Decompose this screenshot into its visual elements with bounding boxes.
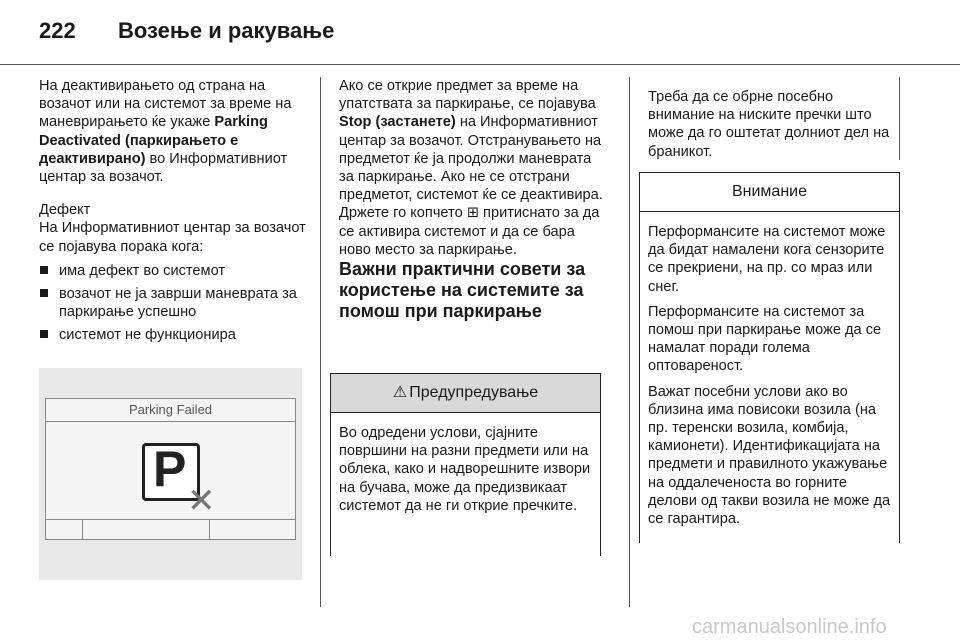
page-title: Возење и ракување <box>118 18 335 43</box>
warning-header <box>331 374 600 413</box>
column-divider <box>320 77 321 607</box>
parking-icon <box>142 441 216 520</box>
warning-body: Во одредени услови, сјајните површини на разни предмети или на облека, како и надворешните извори на бучава, може да предизвикаат системот да не ги открие пречките. <box>339 425 591 514</box>
screen-title: Parking Failed <box>46 399 295 422</box>
low-obstacles-paragraph: Треба да се обрне посебно внимание на ниските пречки што може да го оштетат долниот дел на браникот. <box>648 89 890 160</box>
caution-box <box>639 172 900 543</box>
defect-intro: На Информативниот центар за возачот се појавува порака кога: <box>39 220 306 255</box>
column-divider <box>629 77 630 607</box>
column-left <box>39 77 311 350</box>
cross-icon: ✕ <box>187 482 216 520</box>
warning-icon: ⚠ <box>392 384 408 401</box>
deactivation-paragraph: На деактивирањето од страна на возачот или на системот за време на маневрирањето ќе укаже Parking Deactivated (паркирањето е деактивирано) во Информативниот центар за возачот. <box>39 78 292 186</box>
caution-header <box>640 173 899 212</box>
bullet-icon <box>40 289 48 297</box>
bar-divider <box>209 520 210 540</box>
caution-title: Внимание <box>731 183 807 200</box>
parking-button-icon: ⊞ <box>466 205 479 222</box>
column-right <box>648 88 890 161</box>
column-divider-top <box>899 77 900 160</box>
screen-bottom-bar <box>46 519 295 540</box>
parking-deactivated-label: Parking Deactivated (паркирањето е деактивирано) <box>39 114 268 167</box>
defect-heading: Дефект <box>39 202 91 219</box>
stop-paragraph: Ако се открие предмет за време на упатствата за паркирање, се појавува Stop (застанете) на Информативниот центар за возачот. Отстранувањето на предметот ќе ја продолжи маневрата за паркирање. Ако не се отстрани предметот, системот ќе се деактивира. Држете го копчето ⊞ притиснато за да се активира системот и да се бара ново место за паркирање. <box>339 78 603 258</box>
parking-failed-screen-illustration <box>39 368 302 580</box>
column-middle <box>339 77 605 322</box>
list-item: има дефект во системот <box>39 262 311 280</box>
display-frame <box>45 398 296 540</box>
warning-box <box>330 373 601 556</box>
page-header <box>0 0 960 65</box>
page-number: 222 <box>39 18 76 43</box>
bullet-icon <box>40 266 48 274</box>
stop-label: Stop (застанете) <box>339 114 456 131</box>
bullet-icon <box>40 330 48 338</box>
caution-body: Перформансите на системот може да бидат намалени кога сензорите се прекриени, на пр. со мраз или снег. Перформансите на системот за помош при паркирање може да се намалат поради голема оптовареност. Важат посебни услови ако во близина има повисоки возила (на пр. теренски возила, комбија, камионети). Идентификацијата на предмети и правилното укажување на оддалеченоста во горните делови од такви возила не може да се гарантира. <box>648 224 891 528</box>
watermark: carmanualsonline.info <box>692 616 887 638</box>
parking-letter: P <box>153 441 187 497</box>
list-item: системот не функционира <box>39 326 311 344</box>
list-item: возачот не ја заврши маневрата за паркирање успешно <box>39 285 311 321</box>
tips-heading: Важни практични совети за користење на системите за помош при паркирање <box>339 259 586 322</box>
warning-title: Предупредување <box>409 384 539 401</box>
bar-divider <box>82 520 83 540</box>
